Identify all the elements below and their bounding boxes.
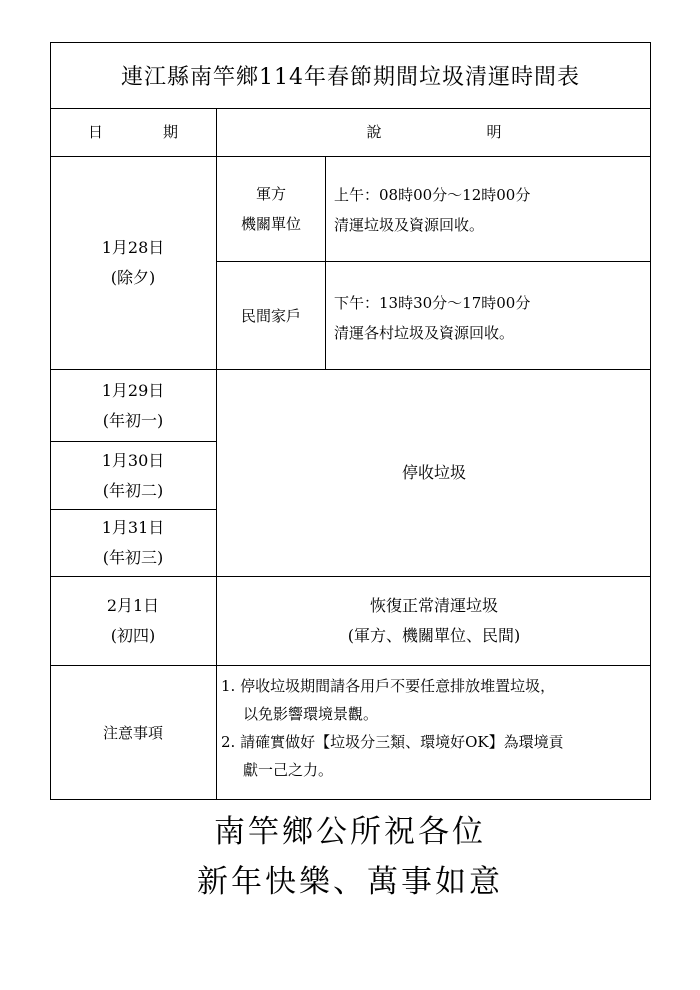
resume-date-cell [50,577,216,665]
header-date: 日 期 [87,123,178,141]
day-date: 1月31日 [101,518,165,537]
morning-task: 清運垃圾及資源回收。 [334,216,485,234]
group-line: 機關單位 [240,214,301,233]
table-title: 連江縣南竿鄉114年春節期間垃圾清運時間表 [121,64,580,90]
morning-schedule [334,180,530,240]
afternoon-time: 下午：13時30分～17時00分 [334,294,531,312]
stop-collection-text: 停收垃圾 [401,463,466,482]
divider [325,156,326,369]
day-label: (年初三) [102,548,164,567]
day-date: 1月30日 [101,450,165,470]
note-item-continued: 獻一己之力。 [243,761,334,779]
day-cell [50,442,216,509]
note-item: 2. 請確實做好【垃圾分三類、環境好OK】為環境貢 [221,733,564,751]
header-description: 說 明 [366,123,502,141]
day-cell [50,370,216,441]
notes-label: 注意事項 [102,724,163,742]
note-item-continued: 以免影響環境景觀。 [243,705,379,723]
afternoon-schedule [334,288,530,348]
group-households [217,262,325,369]
day-label: (年初一) [102,410,164,430]
day-label: (年初二) [102,480,164,500]
notes-list [221,672,564,784]
eve-date-cell [50,156,216,369]
morning-time: 上午：08時00分～12時00分 [334,186,531,204]
resume-label: (初四) [110,626,156,645]
eve-date: 1月28日 [101,237,165,257]
day-date: 1月29日 [101,380,165,400]
resume-line: 恢復正常清運垃圾 [369,596,498,615]
group-military-agency [217,156,325,261]
resume-date: 2月1日 [106,596,160,615]
schedule-table [50,42,651,800]
group-line: 民間家戶 [240,306,301,325]
resume-description [217,577,651,665]
eve-label: (除夕) [110,267,156,287]
group-line: 軍方 [255,184,286,203]
greeting-line-2: 新年快樂、萬事如意 [197,864,503,900]
note-item: 1. 停收垃圾期間請各用戶不要任意排放堆置垃圾， [221,677,556,695]
day-cell [50,510,216,576]
resume-line: (軍方、機關單位、民間) [347,626,521,645]
afternoon-task: 清運各村垃圾及資源回收。 [334,324,515,342]
greeting-line-1: 南竿鄉公所祝各位 [214,814,486,850]
